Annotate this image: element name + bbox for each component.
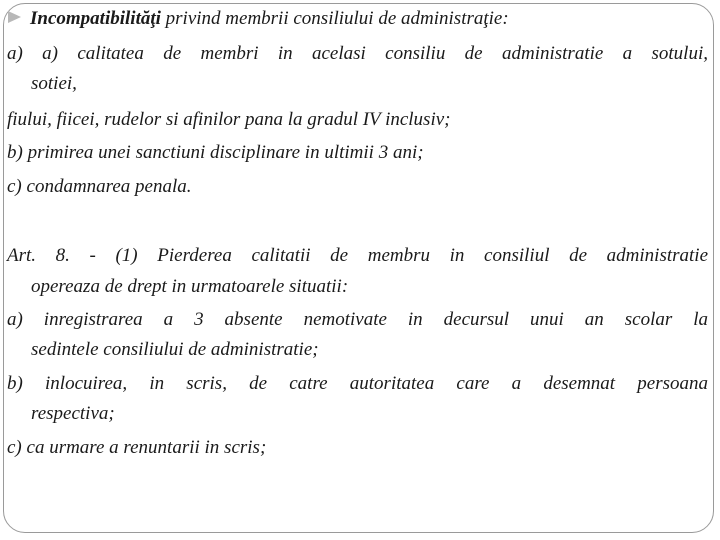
item-a2-line1: a) inregistrarea a 3 absente nemotivate in decursul unui an scolar la xyxy=(7,309,708,330)
heading-rest: privind membrii consiliului de administraţie: xyxy=(160,8,509,29)
item-b1: b) primirea unei sanctiuni disciplinare in ultimii 3 ani; xyxy=(7,142,424,163)
article-line1: Art. 8. - (1) Pierderea calitatii de membru in consiliul de administratie xyxy=(7,245,708,266)
article-line2: opereaza de drept in urmatoarele situatii: xyxy=(31,276,349,297)
item-b2-line1: b) inlocuirea, in scris, de catre autoritatea care a desemnat persoana xyxy=(7,373,708,394)
item-c2: c) ca urmare a renuntarii in scris; xyxy=(7,437,267,458)
item-a1-line1: a) a) calitatea de membri in acelasi consiliu de administratie a sotului, xyxy=(7,43,708,64)
arrow-bullet-icon xyxy=(8,11,21,23)
item-b2-line2: respectiva; xyxy=(31,403,115,424)
item-c1: c) condamnarea penala. xyxy=(7,176,192,197)
item-a2-line2: sedintele consiliului de administratie; xyxy=(31,339,319,360)
heading-bold: Incompatibilităţi xyxy=(30,8,161,29)
item-a1-line3: fiului, fiicei, rudelor si afinilor pana la gradul IV inclusiv; xyxy=(7,109,451,130)
item-a1-line2: sotiei, xyxy=(31,73,77,94)
heading xyxy=(30,8,509,30)
